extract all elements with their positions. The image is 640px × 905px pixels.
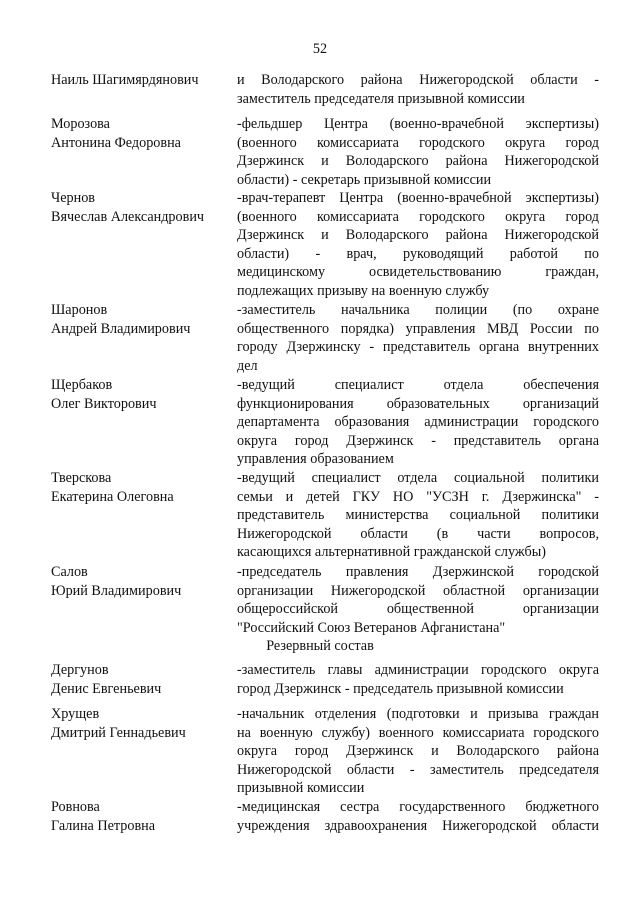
member-name-line: Юрий Владимирович (51, 582, 182, 599)
member-role-line: -фельдшер Центра (военно-врачебной экспертизы) (237, 116, 599, 132)
member-role-line: медицинскому освидетельствованию граждан, (237, 264, 599, 281)
member-name-line: Тверскова (51, 470, 112, 486)
member-name (51, 71, 231, 90)
member-role-line: округа город Дзержинск и Володарского района (237, 743, 599, 760)
member-role-line: Дзержинск и Володарского района Нижегородской (237, 153, 599, 170)
member-role (237, 376, 599, 469)
member-role (237, 71, 599, 108)
member-role-line: семьи и детей ГКУ НО "УСЗН г. Дзержинска" - (237, 488, 599, 505)
member-role-line: -медицинская сестра государственного бюджетного (237, 799, 599, 815)
member-name-line: Шаронов (51, 302, 108, 318)
member-name-line: Чернов (51, 190, 95, 206)
member-role-line: области) - врач, руководящий работой по (237, 245, 599, 262)
member-role-line: на военную службу) военного комиссариата городского (237, 724, 599, 741)
member-role-line: -врач-терапевт Центра (военно-врачебной экспертизы) (237, 190, 599, 206)
member-role-line: подлежащих призыву на военную службу (237, 282, 490, 299)
member-name (51, 563, 231, 600)
member-name (51, 705, 231, 742)
member-role (237, 705, 599, 798)
member-role (237, 115, 599, 189)
member-name-line: Хрущев (51, 706, 100, 722)
member-name (51, 469, 231, 506)
reserve-section-title: Резервный состав (266, 638, 374, 654)
member-role-line: "Российский Союз Ветеранов Афганистана" (237, 619, 506, 636)
member-role-line: -заместитель главы администрации городского округа (237, 662, 599, 678)
page-number: 52 (312, 41, 328, 57)
member-name (51, 189, 231, 226)
member-role-line: (военного комиссариата городского округа город (237, 134, 599, 151)
member-name-line: Наиль Шагимярдянович (51, 72, 199, 88)
member-role-line: округа город Дзержинск - представитель органа (237, 432, 599, 449)
member-name-line: Дмитрий Геннадьевич (51, 724, 186, 741)
member-name-line: Дергунов (51, 662, 109, 678)
member-name-line: Денис Евгеньевич (51, 680, 162, 697)
member-role (237, 563, 599, 637)
member-role-line: -ведущий специалист отдела обеспечения (237, 377, 599, 393)
member-name (51, 798, 231, 835)
member-role-line: призывной комиссии (237, 780, 365, 797)
member-role-line: организации Нижегородской областной организации (237, 582, 599, 599)
member-name-line: Салов (51, 564, 88, 580)
member-role-line: общероссийской общественной организации (237, 601, 599, 618)
member-role (237, 661, 599, 698)
member-role-line: учреждения здравоохранения Нижегородской области (237, 817, 599, 834)
member-role-line: Нижегородской области - заместитель председателя (237, 761, 599, 778)
member-role-line: дел (237, 357, 258, 374)
member-role-line: департамента образования администрации городского (237, 414, 599, 431)
member-name-line: Андрей Владимирович (51, 320, 191, 337)
member-role-line: городу Дзержинску - представитель органа внутренних (237, 339, 599, 356)
member-role-line: функционирования образовательных организаций (237, 395, 599, 412)
member-role-line: -заместитель начальника полиции (по охране (237, 302, 599, 318)
member-role-line: области) - секретарь призывной комиссии (237, 171, 492, 188)
member-name-line: Олег Викторович (51, 395, 157, 412)
member-role-line: Нижегородской области (в части вопросов, (237, 525, 599, 542)
member-name-line: Ровнова (51, 799, 100, 815)
member-role-line: город Дзержинск - председатель призывной комиссии (237, 680, 564, 697)
member-role-line: Дзержинск и Володарского района Нижегородской (237, 227, 599, 244)
member-name-line: Антонина Федоровна (51, 134, 181, 151)
member-role-line: -председатель правления Дзержинской городской (237, 564, 599, 580)
member-name-line: Щербаков (51, 377, 113, 393)
member-name (51, 301, 231, 338)
member-role-line: заместитель председателя призывной комиссии (237, 90, 525, 107)
member-role-line: касающихся альтернативной гражданской службы) (237, 544, 546, 561)
member-name-line: Морозова (51, 116, 110, 132)
member-role-line: (военного комиссариата городского округа город (237, 208, 599, 225)
member-role (237, 301, 599, 375)
member-role (237, 189, 599, 301)
member-name-line: Галина Петровна (51, 817, 156, 834)
member-role-line: общественного порядка) управления МВД России по (237, 320, 599, 337)
member-name-line: Вячеслав Александрович (51, 208, 205, 225)
member-role-line: и Володарского района Нижегородской области - (237, 72, 599, 88)
member-name (51, 376, 231, 413)
member-role-line: -ведущий специалист отдела социальной политики (237, 470, 599, 486)
member-name-line: Екатерина Олеговна (51, 488, 174, 505)
member-name (51, 661, 231, 698)
member-role (237, 469, 599, 562)
member-role-line: управления образованием (237, 451, 394, 468)
member-role (237, 798, 599, 835)
member-role-line: представитель министерства социальной политики (237, 507, 599, 524)
member-name (51, 115, 231, 152)
member-role-line: -начальник отделения (подготовки и призыва граждан (237, 706, 599, 722)
